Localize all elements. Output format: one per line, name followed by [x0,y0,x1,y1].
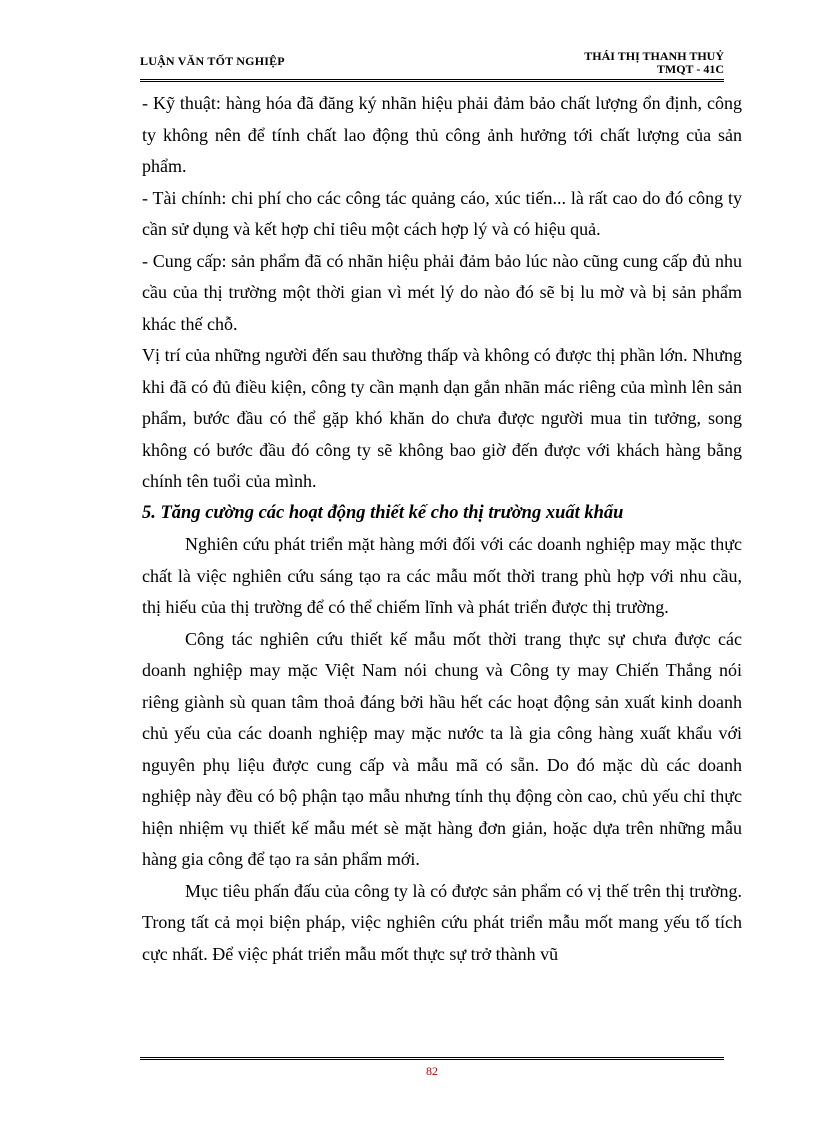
page-number: 82 [426,1064,438,1078]
paragraph-design-work: Công tác nghiên cứu thiết kế mẫu mốt thời trang thực sự chưa được các doanh nghiệp may mặc Việt Nam nói chung và Công ty may Chiến Thắng nói riêng giành sù quan tâm thoả đáng bởi hầu hết các hoạt động sản xuất kinh doanh chủ yếu của các doanh nghiệp may mặc nước ta là gia công hàng xuất khẩu với nguyên phụ liệu được cung cấp và mẫu mã có sẵn. Do đó mặc dù các doanh nghiệp này đều có bộ phận tạo mẫu nhưng tính thụ động còn cao, chủ yếu chỉ thực hiện nhiệm vụ thiết kế mẫu mét sè mặt hàng đơn giản, hoặc dựa trên những mẫu hàng gia công để tạo ra sản phẩm mới. [142,628,742,869]
paragraph-objective: Mục tiêu phấn đấu của công ty là có được sản phẩm có vị thế trên thị trường. Trong tất cả mọi biện pháp, việc nghiên cứu phát triển mẫu mốt mang yếu tố tích cực nhất. Để việc phát triển mẫu mốt thực sự trở thành vũ [142,880,742,964]
paragraph-supply: - Cung cấp: sản phẩm đã có nhãn hiệu phải đảm bảo lúc nào cũng cung cấp đủ nhu cầu của thị trường một thời gian vì mét lý do nào đó sẽ bị lu mờ và bị sản phẩm khác thế chỗ. [142,250,742,334]
page-header [140,48,724,88]
header-author-class: TMQT - 41C [656,62,724,76]
header-author [584,50,724,76]
header-thesis-label: LUẬN VĂN TỐT NGHIỆP [140,54,285,68]
header-divider [140,79,724,82]
section-heading: 5. Tăng cường các hoạt động thiết kế cho thị trường xuất khẩu [142,502,624,523]
footer-divider [140,1057,724,1060]
paragraph-finance: - Tài chính: chi phí cho các công tác quảng cáo, xúc tiến... là rất cao do đó công ty cần sử dụng và kết hợp chỉ tiêu một cách hợp lý và có hiệu quả. [142,187,742,239]
header-author-name: THÁI THỊ THANH THUỶ [584,49,724,63]
paragraph-research: Nghiên cứu phát triển mặt hàng mới đối với các doanh nghiệp may mặc thực chất là việc nghiên cứu sáng tạo ra các mẫu mốt thời trang phù hợp với nhu cầu, thị hiếu của thị trường để có thể chiếm lĩnh và phát triển được thị trường. [142,534,742,617]
paragraph-technical: - Kỹ thuật: hàng hóa đã đăng ký nhãn hiệu phải đảm bảo chất lượng ổn định, công ty không nên để tính chất lao động thủ công ảnh hưởng tới chất lượng của sản phẩm. [142,93,742,176]
paragraph-position: Vị trí của những người đến sau thường thấp và không có được thị phần lớn. Nhưng khi đã có đủ điều kiện, công ty cần mạnh dạn gắn nhãn mác riêng của mình lên sản phẩm, bước đầu có thể gặp khó khăn do chưa được người mua tin tưởng, song không có bước đầu đó công ty sẽ không bao giờ đến được với khách hàng bằng chính tên tuổi của mình. [142,345,742,491]
page-body [142,88,742,970]
